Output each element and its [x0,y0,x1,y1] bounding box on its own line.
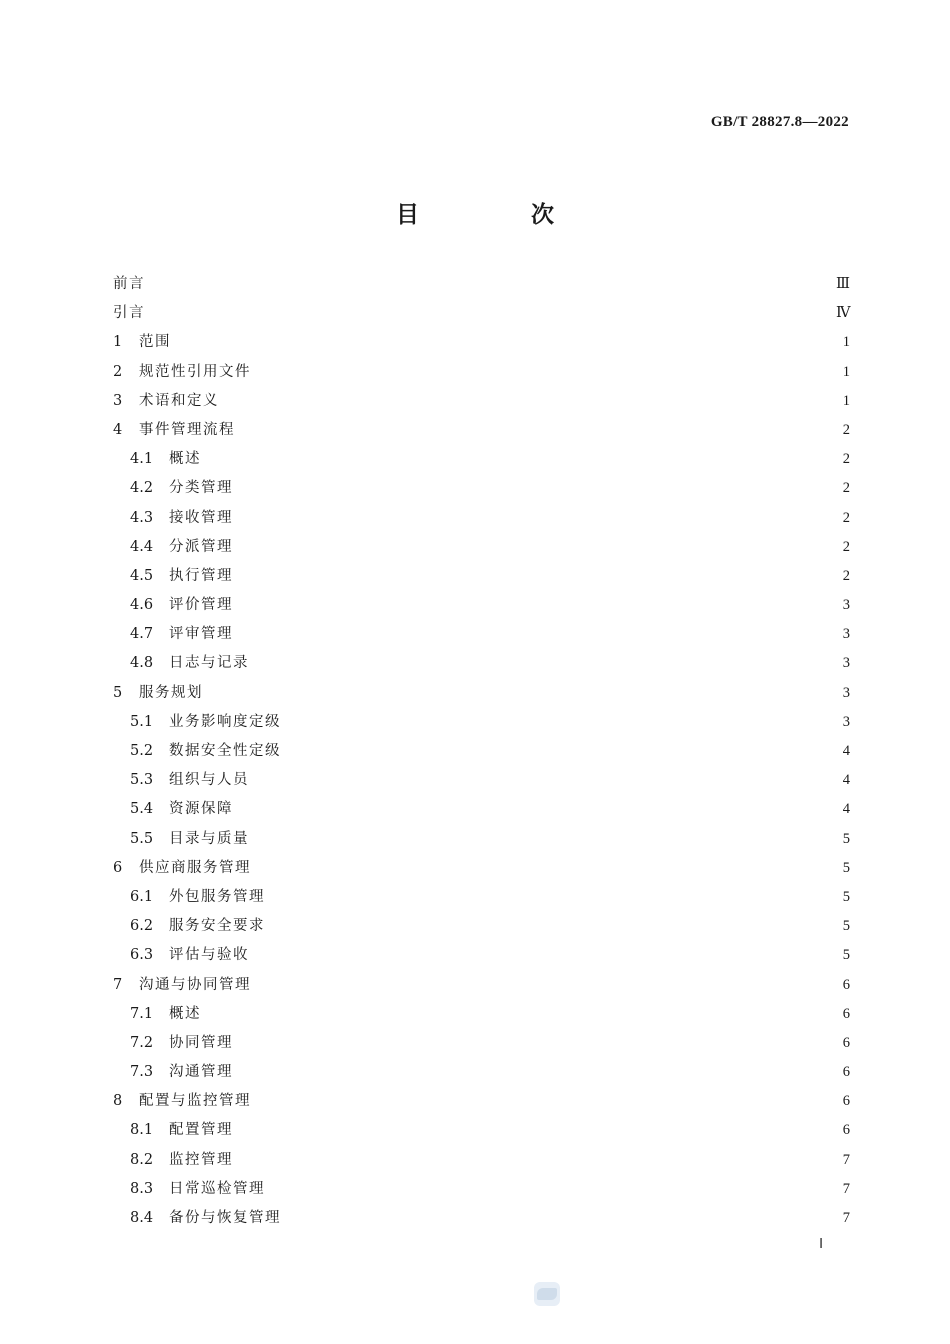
toc-entry-page: 5 [842,918,850,935]
toc-entry-label: 服务规划 [139,684,203,701]
toc-entry[interactable] [113,445,850,474]
toc-entry-number: 5.1 [130,713,154,730]
toc-entry-number: 1 [113,334,123,351]
toc-entry-page: 5 [842,859,850,876]
toc-entry[interactable] [113,1204,850,1233]
toc-entry-number: 4.3 [130,509,154,526]
footer-page-number: Ⅰ [819,1237,824,1252]
toc-entry-label: 日志与记录 [169,655,249,672]
toc-entry-page: 2 [842,509,850,526]
table-of-contents [113,270,850,1233]
toc-entry-label: 接收管理 [169,509,233,526]
toc-entry-number: 6 [113,859,123,876]
toc-entry-number: 4.2 [130,480,154,497]
toc-entry-number: 8.3 [130,1180,154,1197]
toc-entry-label: 协同管理 [169,1034,233,1051]
toc-entry-page: 3 [842,626,850,643]
toc-entry-label: 外包服务管理 [169,888,265,905]
toc-entry[interactable] [113,912,850,941]
toc-entry-number: 7.3 [130,1064,154,1081]
toc-entry-page: 1 [842,334,850,351]
toc-entry-number: 5.3 [130,772,154,789]
toc-entry-label: 组织与人员 [169,772,249,789]
toc-entry-page: 6 [842,1034,850,1051]
toc-entry[interactable] [113,328,850,357]
toc-entry-page: 1 [842,363,850,380]
toc-entry-page: 7 [842,1151,850,1168]
toc-dot-leader [273,1175,836,1204]
toc-entry[interactable] [113,854,850,883]
toc-entry-label: 数据安全性定级 [169,743,281,759]
toc-entry-number: 8 [113,1093,123,1110]
toc-entry-label: 资源保障 [169,801,233,818]
toc-entry-number: 3 [113,392,123,409]
toc-entry-page: 5 [842,888,850,905]
toc-entry[interactable] [113,649,850,678]
toc-entry[interactable] [113,1175,850,1204]
toc-entry-label: 配置管理 [169,1122,233,1139]
toc-entry-number: 4.1 [130,451,154,468]
toc-entry-page: 1 [842,392,850,409]
toc-entry-number: 6.1 [130,888,154,905]
toc-entry-label: 业务影响度定级 [169,713,281,730]
toc-entry[interactable] [113,1029,850,1058]
toc-entry-number: 2 [113,363,123,380]
toc-entry-page: 6 [842,1093,850,1110]
toc-dot-leader [153,299,836,328]
toc-entry-label: 服务安全要求 [169,918,265,935]
toc-entry-page: 4 [842,743,850,759]
toc-entry-label: 前言 [113,276,145,292]
toc-entry[interactable] [113,1058,850,1087]
toc-entry-label: 供应商服务管理 [139,859,251,876]
toc-entry[interactable] [113,1087,850,1116]
toc-entry-number: 4.4 [130,538,154,555]
toc-entry-number: 6.3 [130,947,154,964]
toc-dot-leader [289,1204,836,1233]
toc-entry[interactable] [113,358,850,387]
toc-entry-label: 配置与监控管理 [139,1093,251,1110]
toc-entry-number: 7.1 [130,1005,154,1022]
toc-dot-leader [273,912,836,941]
toc-dot-leader [179,328,836,357]
toc-dot-leader [257,825,836,854]
toc-entry-page: 2 [842,567,850,584]
toc-dot-leader [241,533,836,562]
toc-entry-number: 7 [113,976,123,993]
toc-entry[interactable] [113,562,850,591]
toc-entry[interactable] [113,971,850,1000]
toc-dot-leader [211,679,836,708]
toc-entry-number: 6.2 [130,918,154,935]
toc-dot-leader [273,883,836,912]
toc-entry[interactable] [113,474,850,503]
toc-dot-leader [257,766,836,795]
toc-entry-number: 5.4 [130,801,154,818]
page-title: 目 次 [395,202,606,228]
toc-entry-label: 规范性引用文件 [139,363,251,380]
toc-entry[interactable] [113,1000,850,1029]
toc-entry[interactable] [113,679,850,708]
toc-entry[interactable] [113,620,850,649]
toc-entry-label: 概述 [169,1005,201,1022]
toc-entry-number: 4 [113,421,123,438]
toc-entry-page: 6 [842,1064,850,1081]
toc-dot-leader [259,1087,836,1116]
toc-entry-page: 2 [842,421,850,438]
toc-entry-number: 4.6 [130,597,154,614]
toc-dot-leader [257,941,836,970]
toc-dot-leader [289,708,836,737]
toc-entry[interactable] [113,504,850,533]
toc-entry-page: 7 [842,1180,850,1197]
toc-entry-page: 4 [842,801,850,818]
toc-dot-leader [153,270,836,299]
toc-entry-page: 4 [842,772,850,789]
toc-entry[interactable] [113,533,850,562]
toc-entry-label: 引言 [113,305,145,322]
toc-entry[interactable] [113,270,850,299]
toc-entry[interactable] [113,591,850,620]
toc-entry-page: 2 [842,451,850,468]
toc-dot-leader [241,591,836,620]
toc-entry-page: Ⅳ [836,305,851,322]
toc-entry[interactable] [113,883,850,912]
toc-dot-leader [259,854,836,883]
toc-entry-label: 评估与验收 [169,947,249,964]
toc-dot-leader [241,795,836,824]
toc-dot-leader [241,1058,836,1087]
toc-entry-label: 沟通与协同管理 [139,976,251,993]
toc-entry[interactable] [113,299,850,328]
toc-entry-label: 范围 [139,334,171,351]
toc-entry[interactable] [113,825,850,854]
toc-entry[interactable] [113,1116,850,1145]
toc-entry-number: 5.5 [130,830,154,847]
toc-entry-label: 备份与恢复管理 [169,1210,281,1226]
toc-entry-page: 7 [842,1210,850,1226]
toc-dot-leader [241,620,836,649]
toc-entry-label: 目录与质量 [169,830,249,847]
toc-entry-page: 6 [842,1005,850,1022]
toc-entry-page: 5 [842,830,850,847]
toc-entry-label: 分类管理 [169,480,233,497]
toc-dot-leader [241,1116,836,1145]
toc-entry[interactable] [113,766,850,795]
toc-entry[interactable] [113,1146,850,1175]
standard-code: GB/T 28827.8—2022 [710,114,849,130]
toc-entry-number: 8.4 [130,1210,154,1226]
toc-entry-number: 7.2 [130,1034,154,1051]
toc-dot-leader [241,1146,836,1175]
toc-entry-page: 5 [842,947,850,964]
toc-entry-page: 6 [842,976,850,993]
toc-entry-page: 6 [842,1122,850,1139]
toc-entry-number: 5 [113,684,123,701]
publisher-logo-mark [537,1288,557,1300]
toc-entry[interactable] [113,708,850,737]
toc-dot-leader [241,1029,836,1058]
toc-entry-label: 执行管理 [169,567,233,584]
toc-dot-leader [227,387,836,416]
toc-entry[interactable] [113,737,850,766]
toc-entry-label: 概述 [169,451,201,468]
toc-entry-label: 术语和定义 [139,392,219,409]
toc-entry[interactable] [113,941,850,970]
toc-dot-leader [257,649,836,678]
toc-entry[interactable] [113,387,850,416]
publisher-logo-icon [534,1282,560,1306]
toc-entry-number: 8.1 [130,1122,154,1139]
toc-entry-label: 监控管理 [169,1151,233,1168]
toc-entry-page: 3 [842,655,850,672]
toc-dot-leader [209,1000,836,1029]
toc-entry-number: 4.8 [130,655,154,672]
toc-entry[interactable] [113,416,850,445]
toc-dot-leader [289,737,836,766]
toc-entry-label: 事件管理流程 [139,421,235,438]
toc-dot-leader [259,358,836,387]
toc-entry-page: Ⅲ [836,276,850,292]
toc-entry-number: 5.2 [130,743,154,759]
toc-entry-page: 3 [842,597,850,614]
toc-dot-leader [241,562,836,591]
toc-entry-label: 分派管理 [169,538,233,555]
toc-entry-number: 4.5 [130,567,154,584]
toc-entry-number: 8.2 [130,1151,154,1168]
toc-entry-page: 3 [842,713,850,730]
toc-dot-leader [209,445,836,474]
toc-entry-label: 评价管理 [169,597,233,614]
toc-entry-label: 沟通管理 [169,1064,233,1081]
toc-entry-page: 2 [842,480,850,497]
toc-entry-label: 评审管理 [169,626,233,643]
toc-entry-page: 2 [842,538,850,555]
toc-dot-leader [241,504,836,533]
toc-entry-number: 4.7 [130,626,154,643]
toc-dot-leader [241,474,836,503]
toc-entry-label: 日常巡检管理 [169,1180,265,1197]
toc-dot-leader [259,971,836,1000]
toc-dot-leader [243,416,836,445]
toc-entry[interactable] [113,795,850,824]
toc-entry-page: 3 [842,684,850,701]
